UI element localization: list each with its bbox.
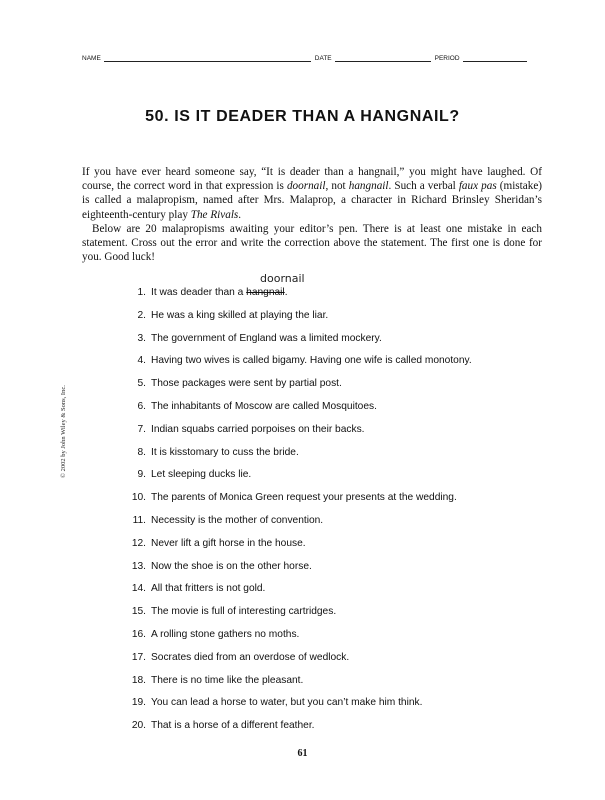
date-field[interactable]: [315, 55, 435, 62]
list-item: [118, 697, 558, 720]
item-number: 4.: [137, 355, 146, 367]
worksheet-header: [82, 55, 550, 62]
intro-emphasis: The Rivals: [190, 208, 239, 221]
list-item: [118, 424, 558, 447]
malapropism-list: [118, 287, 558, 743]
item-text-part: It was deader than a: [151, 287, 247, 298]
list-item: [118, 629, 558, 652]
item-number: 8.: [137, 446, 146, 458]
item-text[interactable]: The parents of Monica Green request your presents at the wedding.: [151, 492, 457, 504]
page-number: 61: [297, 748, 308, 759]
item-text[interactable]: You can lead a horse to water, but you can’t make him think.: [151, 697, 423, 709]
list-item: [118, 378, 558, 401]
item-number: 18.: [131, 674, 146, 686]
item-number: 15.: [131, 606, 146, 618]
item-number: 5.: [137, 378, 146, 390]
intro-text-part: (mistake) is called a malapropism, named after Mrs. Malaprop, a character in Richard Brinsley Sheridan’s eighteenth-century play: [82, 180, 543, 221]
list-item: [118, 652, 558, 675]
item-number: 17.: [131, 651, 146, 663]
item-number: 3.: [137, 332, 146, 344]
list-item: [118, 447, 558, 470]
list-item: [118, 561, 558, 584]
list-item: [118, 333, 558, 356]
example-correction: doornail: [260, 272, 305, 285]
intro-paragraph-1: [82, 165, 542, 222]
item-text[interactable]: Having two wives is called bigamy. Having one wife is called monotony.: [151, 355, 472, 367]
item-text[interactable]: The inhabitants of Moscow are called Mosquitoes.: [151, 400, 377, 412]
list-item: [118, 355, 558, 378]
item-number: 20.: [131, 720, 146, 732]
item-text-part: .: [284, 287, 288, 298]
list-item: [118, 401, 558, 424]
page-title: 50. IS IT DEADER THAN A HANGNAIL?: [145, 108, 460, 125]
item-text[interactable]: It is kisstomary to cuss the bride.: [151, 446, 299, 458]
item-number: 6.: [137, 400, 146, 412]
item-text[interactable]: He was a king skilled at playing the liar.: [151, 309, 329, 321]
item-text[interactable]: Necessity is the mother of convention.: [151, 514, 324, 526]
item-text[interactable]: Let sleeping ducks lie.: [151, 469, 252, 481]
intro-text-part: .: [238, 208, 242, 221]
list-item: [118, 492, 558, 515]
period-field[interactable]: [435, 55, 527, 62]
item-text[interactable]: A rolling stone gathers no moths.: [151, 628, 300, 640]
period-label: PERIOD: [434, 55, 460, 62]
copyright-notice: © 2002 by John Wiley & Sons, Inc.: [60, 385, 67, 478]
item-number: 12.: [131, 537, 146, 549]
intro-text-part: If you have ever heard someone say, “It is deader than a hangnail,” you might have laughed. Of course, the correct word in that expression is: [82, 166, 542, 193]
item-number: 19.: [131, 697, 146, 709]
item-text[interactable]: The government of England was a limited mockery.: [151, 332, 382, 344]
intro-text-part: , not: [325, 180, 349, 193]
item-number: 14.: [131, 583, 146, 595]
intro-emphasis: faux pas: [458, 180, 497, 193]
intro-text: [82, 165, 542, 264]
item-number: 10.: [131, 492, 146, 504]
name-line: [104, 55, 311, 62]
item-number: 16.: [131, 628, 146, 640]
list-item: [118, 538, 558, 561]
date-label: DATE: [314, 55, 332, 62]
list-item: [118, 583, 558, 606]
item-number: 2.: [137, 309, 146, 321]
intro-emphasis: doornail: [286, 180, 326, 193]
item-text[interactable]: Socrates died from an overdose of wedlock.: [151, 651, 350, 663]
name-label: NAME: [82, 55, 101, 62]
intro-paragraph-2: Below are 20 malapropisms awaiting your editor’s pen. There is at least one mistake in each statement. Cross out the error and write the correction above the statement. The first one is done for you. Good luck!: [82, 222, 542, 264]
list-item: [118, 675, 558, 698]
item-number: 9.: [137, 469, 146, 481]
list-item: [118, 720, 558, 743]
list-item: [118, 287, 558, 310]
item-text[interactable]: There is no time like the pleasant.: [151, 674, 304, 686]
item-text[interactable]: Those packages were sent by partial post.: [151, 378, 342, 390]
item-number: 13.: [131, 560, 146, 572]
item-text[interactable]: Now the shoe is on the other horse.: [151, 560, 312, 572]
period-line: [463, 55, 527, 62]
intro-text-part: . Such a verbal: [388, 180, 459, 193]
list-item: [118, 469, 558, 492]
list-item: [118, 310, 558, 333]
item-text: [151, 287, 288, 310]
item-text[interactable]: The movie is full of interesting cartridges.: [151, 606, 337, 618]
item-text[interactable]: All that fritters is not gold.: [151, 583, 266, 595]
item-text[interactable]: Indian squabs carried porpoises on their backs.: [151, 423, 365, 435]
item-number: 7.: [137, 423, 146, 435]
item-text[interactable]: That is a horse of a different feather.: [151, 720, 315, 732]
item-text[interactable]: Never lift a gift horse in the house.: [151, 537, 306, 549]
item-number: 1.: [137, 287, 146, 298]
item-number: 11.: [132, 514, 146, 526]
struck-word: hangnail: [246, 287, 285, 298]
intro-emphasis: hangnail: [348, 180, 389, 193]
list-item: [118, 515, 558, 538]
date-line: [335, 55, 431, 62]
list-item: [118, 606, 558, 629]
name-field[interactable]: [82, 55, 315, 62]
